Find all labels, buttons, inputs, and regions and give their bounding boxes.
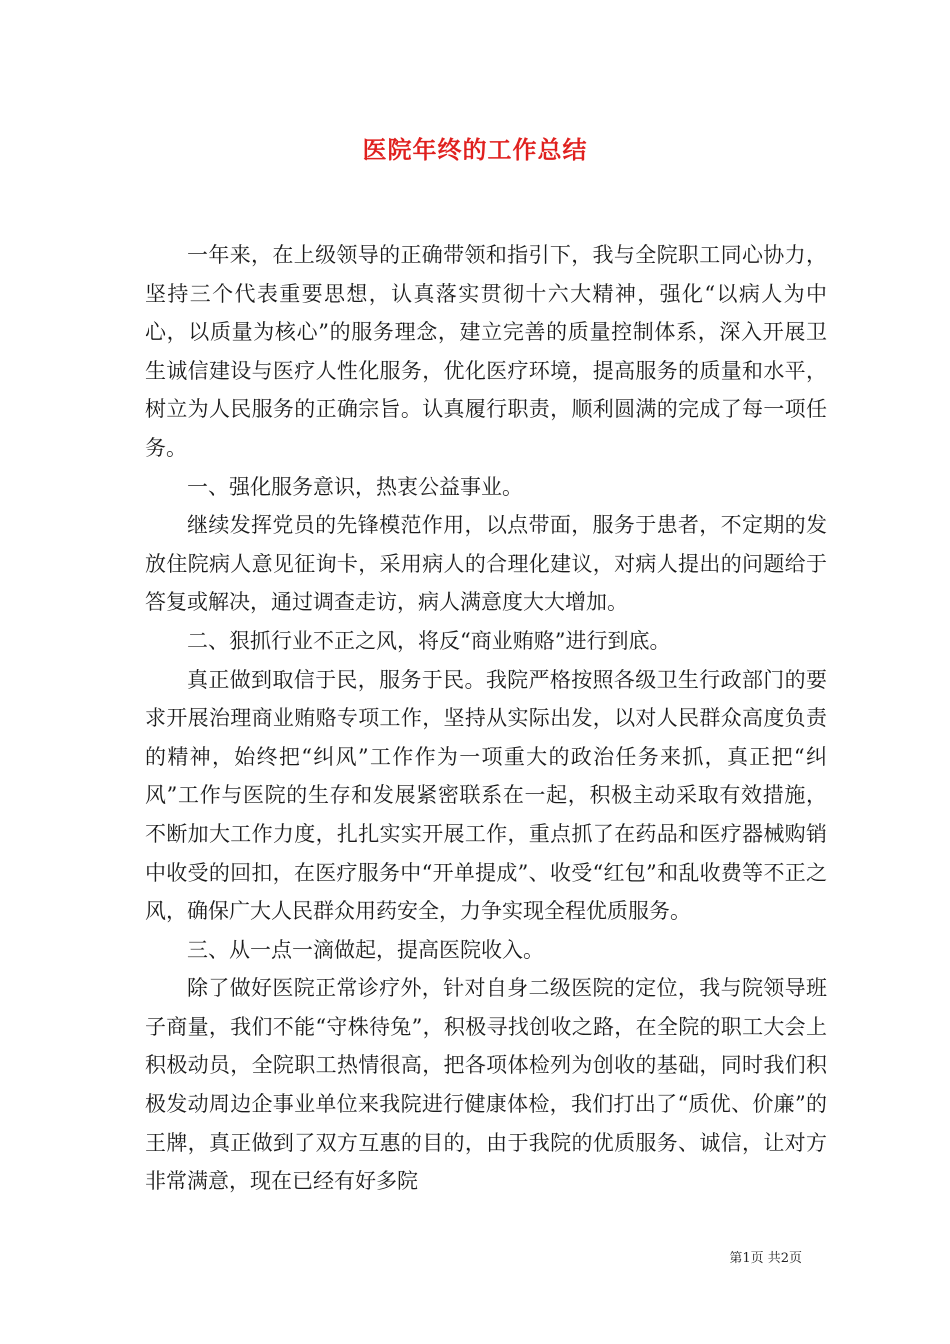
document-body [145,236,827,1201]
paragraph-section-1: 继续发挥党员的先锋模范作用，以点带面，服务于患者，不定期的发放住院病人意见征询卡，采用病人的合理化建议，对病人提出的问题给于答复或解决，通过调查走访，病人满意度大大增加。 [145,513,827,615]
page-number: 第1页 共2页 [729,1251,802,1266]
document-title: 医院年终的工作总结 [362,136,588,164]
paragraph-section-2: 真正做到取信于民，服务于民。我院严格按照各级卫生行政部门的要求开展治理商业贿赂专项工作，坚持从实际出发，以对人民群众高度负责的精神，始终把“纠风”工作作为一项重大的政治任务来抓，真正把“纠风”工作与医院的生存和发展紧密联系在一起，积极主动采取有效措施，不断加大工作力度，扎扎实实开展工作，重点抓了在药品和医疗器械购销中收受的回扣，在医疗服务中“开单提成”、收受“红包”和乱收费等不正之风，确保广大人民群众用药安全，力争实现全程优质服务。 [145,667,827,924]
section-heading-2: 二、狠抓行业不正之风，将反“商业贿赂”进行到底。 [187,628,671,653]
paragraph-section-3: 除了做好医院正常诊疗外，针对自身二级医院的定位，我与院领导班子商量，我们不能“守株待兔”，积极寻找创收之路，在全院的职工大会上积极动员，全院职工热情很高，把各项体检列为创收的基础，同时我们积极发动周边企事业单位来我院进行健康体检，我们打出了“质优、价廉”的王牌，真正做到了双方互惠的目的，由于我院的优质服务、诚信，让对方非常满意，现在已经有好多院 [145,976,827,1194]
section-heading-3: 三、从一点一滴做起，提高医院收入。 [187,937,544,962]
paragraph-intro: 一年来，在上级领导的正确带领和指引下，我与全院职工同心协力，坚持三个代表重要思想，认真落实贯彻十六大精神，强化“以病人为中心，以质量为核心”的服务理念，建立完善的质量控制体系，深入开展卫生诚信建设与医疗人性化服务，优化医疗环境，提高服务的质量和水平，树立为人民服务的正确宗旨。认真履行职责，顺利圆满的完成了每一项任务。 [145,243,827,460]
section-heading-1: 一、强化服务意识，热衷公益事业。 [187,474,523,499]
